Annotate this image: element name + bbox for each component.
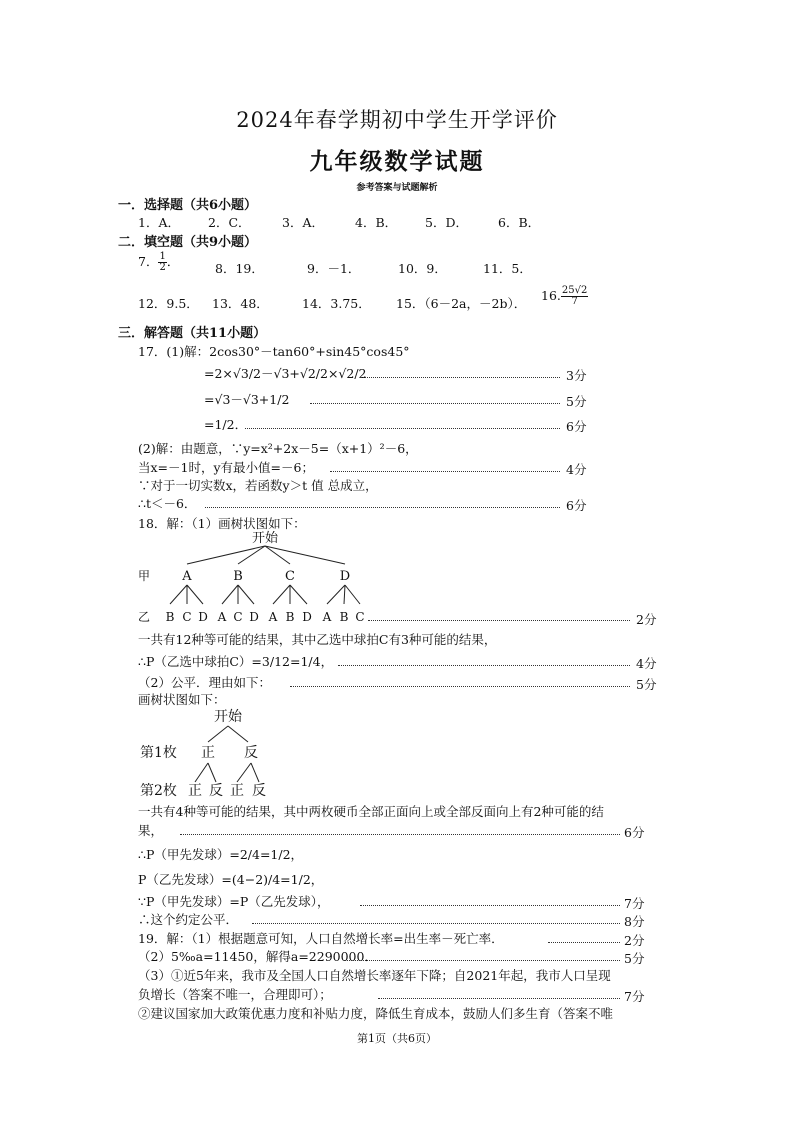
score-label: 8分 [624, 914, 645, 929]
q17-line7: ∵对于一切实数x，若函数y＞t 值 总成立， [138, 478, 378, 493]
q18-line3: ∴P（乙选中球拍C）=3/12=1/4， [138, 654, 334, 669]
section-heading-choice: 一．选择题（共6小题） [118, 198, 258, 213]
tree-branch [208, 726, 228, 742]
score-label: 7分 [624, 989, 645, 1004]
tree1-node: C [285, 569, 295, 584]
q17-line5: (2)解：由题意，∵y=x²+2x－5=（x+1）²－6， [138, 441, 418, 456]
score-label: 2分 [624, 933, 645, 948]
q18-line10: ∵P（甲先发球）=P（乙先发球）， [138, 894, 330, 909]
answer-15: 15．（6－2a，－2b）． [396, 296, 527, 311]
leader-dots [310, 403, 560, 404]
q17-line6: 当x=－1时，y有最小值=－6； [138, 460, 314, 475]
leader-dots [290, 686, 630, 687]
tree1-row1-label: 甲 [138, 569, 151, 583]
page-footer: 第1页（共6页） [357, 1032, 437, 1045]
tree1-leaf: C [233, 610, 243, 624]
tree-diagram-2 [136, 706, 286, 800]
q18-line8: ∴P（甲先发球）=2/4=1/2， [138, 847, 304, 862]
score-label: 2分 [636, 612, 657, 627]
answer-16-fraction [561, 286, 588, 307]
q17-line3: =√3－√3+1/2 [204, 392, 290, 407]
score-label: 5分 [636, 677, 657, 692]
q18-line7: 果， [138, 823, 164, 838]
answer-6: 6．B． [498, 215, 541, 230]
tree-diagram-1 [130, 528, 390, 628]
exam-subject: 九年级数学试题 [309, 148, 485, 175]
exam-title: 2024年春学期初中学生开学评价 [236, 108, 558, 132]
answer-3: 3．A． [282, 215, 324, 230]
leader-dots [548, 942, 620, 943]
leader-dots [344, 960, 620, 961]
q18-line11: ∴这个约定公平． [138, 912, 239, 927]
answer-7-tail: ． [166, 254, 180, 269]
leader-dots [338, 665, 630, 666]
tree1-node: B [233, 569, 243, 584]
score-label: 5分 [566, 394, 587, 409]
tree1-leaf-branches [170, 585, 360, 604]
leader-dots [205, 507, 560, 508]
answer-9: 9．－1． [307, 261, 361, 276]
answer-7 [138, 252, 179, 273]
answer-10: 10．9． [398, 261, 447, 276]
tree1-row2-label: 乙 [138, 610, 151, 624]
q18-line5: 画树状图如下： [138, 692, 226, 707]
answer-5: 5．D． [425, 215, 468, 230]
q17-line4: =1/2． [204, 417, 248, 432]
tree2-row2-label: 第2枚 [140, 783, 177, 799]
answer-12: 12．9.5． [138, 296, 199, 311]
tree1-leaf: A [322, 610, 332, 624]
tree1-leaf: A [268, 610, 278, 624]
tree1-leaf: D [302, 610, 312, 624]
answer-11: 11．5． [483, 261, 532, 276]
answer-13: 13．48． [212, 296, 269, 311]
q19-line2: （2）5‰a=11450，解得a=2290000． [138, 949, 377, 964]
score-label: 4分 [636, 656, 657, 671]
answer-7-fraction [158, 252, 166, 273]
score-label: 6分 [624, 825, 645, 840]
tree-branch [187, 546, 265, 564]
tree1-leaf: B [339, 610, 349, 624]
answer-7-label: 7． [138, 254, 159, 269]
leader-dots [180, 834, 620, 835]
score-label: 6分 [566, 419, 587, 434]
section-heading-fill: 二．填空题（共9小题） [118, 235, 258, 250]
q17-line8: ∴t＜－6． [138, 496, 197, 511]
frac-den: 7 [571, 296, 578, 307]
answer-14: 14．3.75． [302, 296, 371, 311]
answer-8: 8．19． [215, 261, 264, 276]
tree1-leaf: D [198, 610, 208, 624]
q19-line5: ②建议国家加大政策优惠力度和补贴力度，降低生育成本，鼓励人们多生育（答案不唯 [138, 1006, 614, 1021]
q17-line1: 17．(1)解：2cos30°－tan60°+sin45°cos45° [138, 344, 410, 359]
q17-line2: =2×√3/2－√3+√2/2×√2/2 [204, 366, 367, 381]
tree2-leaf: 正 [230, 783, 244, 799]
tree2-leaf: 反 [209, 783, 223, 799]
leader-dots [368, 620, 630, 621]
answer-16-label: 16. [541, 288, 561, 303]
tree1-leaf: D [249, 610, 259, 624]
tree2-node: 反 [244, 745, 258, 761]
frac-num: 1 [159, 251, 166, 262]
leader-dots [330, 471, 560, 472]
frac-den: 2 [159, 262, 166, 273]
tree1-node: D [339, 569, 351, 584]
score-label: 5分 [624, 951, 645, 966]
q19-line4: 负增长（答案不唯一，合理即可）； [138, 987, 332, 1002]
answer-2: 2．C． [208, 215, 251, 230]
tree2-leaf: 反 [252, 783, 266, 799]
tree2-row1-label: 第1枚 [140, 745, 177, 761]
tree1-node: A [182, 569, 192, 584]
score-label: 4分 [566, 462, 587, 477]
tree2-leaf-branches [195, 763, 259, 782]
leader-dots [360, 905, 620, 906]
tree2-leaf: 正 [188, 783, 202, 799]
q19-line3: （3）①近5年来，我市及全国人口自然增长率逐年下降；自2021年起，我市人口呈现 [138, 968, 611, 983]
q18-line2: 一共有12种等可能的结果，其中乙选中球拍C有3种可能的结果， [138, 632, 497, 647]
q18-line9: P（乙先发球）=(4−2)/4=1/2， [138, 872, 324, 887]
tree2-node: 正 [201, 745, 215, 761]
tree1-root: 开始 [251, 531, 279, 546]
score-label: 3分 [566, 368, 587, 383]
score-label: 6分 [566, 498, 587, 513]
answer-1: 1．A． [138, 215, 180, 230]
q18-line1: 18．解：（1）画树状图如下： [138, 516, 306, 531]
tree1-leaf: C [355, 610, 365, 624]
tree1-leaf: B [285, 610, 295, 624]
tree1-leaf: B [165, 610, 175, 624]
leader-dots [360, 377, 560, 378]
tree2-root: 开始 [214, 709, 242, 725]
leader-dots [245, 428, 560, 429]
tree1-leaf: C [182, 610, 192, 624]
answer-4: 4．B． [355, 215, 398, 230]
answer-16 [541, 286, 588, 307]
frac-num: 25√2 [561, 285, 588, 296]
leader-dots [378, 998, 620, 999]
q19-line1: 19．解：（1）根据题意可知，人口自然增长率=出生率－死亡率． [138, 931, 504, 946]
q18-line6: 一共有4种等可能的结果，其中两枚硬币全部正面向上或全部反面向上有2种可能的结 [138, 804, 604, 819]
tree-branch [228, 726, 248, 742]
q18-line4: （2）公平．理由如下： [138, 675, 271, 690]
leader-dots [252, 923, 620, 924]
score-label: 7分 [624, 896, 645, 911]
section-heading-solve: 三．解答题（共11小题） [118, 326, 267, 341]
answer-subtitle: 参考答案与试题解析 [356, 183, 438, 193]
tree1-leaf: A [217, 610, 227, 624]
